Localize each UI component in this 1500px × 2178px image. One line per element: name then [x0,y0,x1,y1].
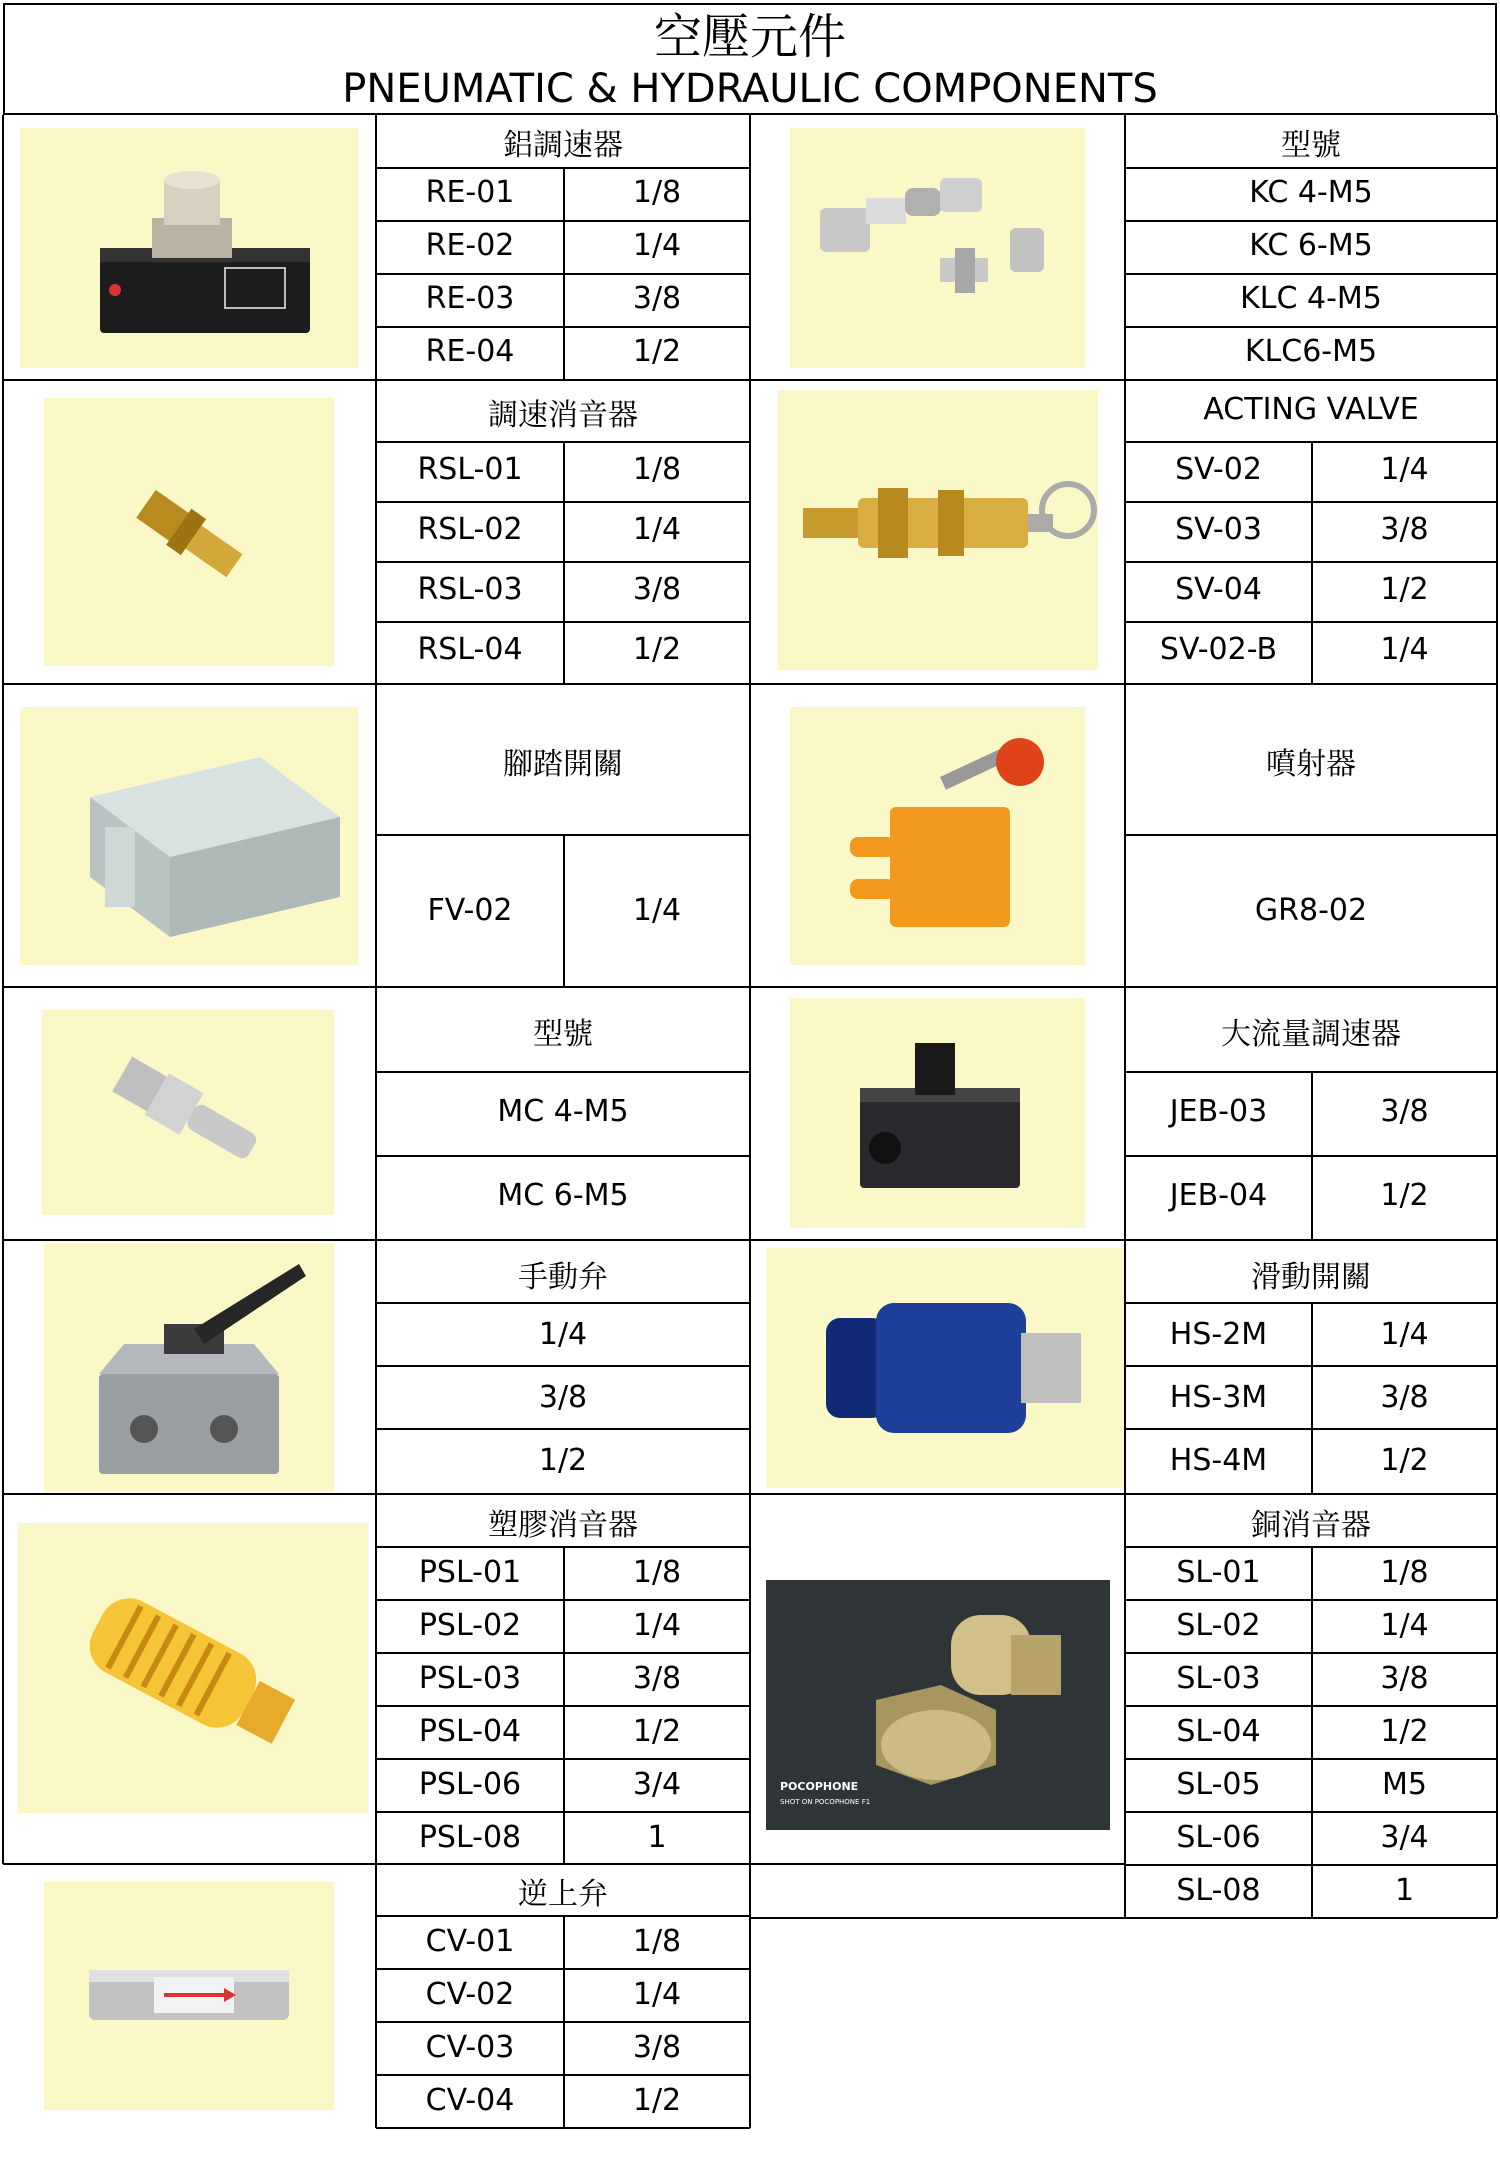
psl-size-1: 1/8 [632,1555,682,1590]
rsl-model-3: RSL-03 [417,572,523,607]
kc-model-4: KLC6-M5 [1244,334,1378,369]
kc-title: 型號 [1281,128,1341,163]
psl-size-3: 3/8 [632,1661,682,1696]
sv-title: ACTING VALVE [1203,392,1419,427]
re-model-4: RE-04 [425,334,515,369]
sv-model-2: SV-03 [1175,512,1262,547]
sl-model-1: SL-01 [1176,1555,1261,1590]
photo-manual-valve [44,1244,334,1492]
sl-title: 銅消音器 [1251,1508,1371,1543]
photo-foot-valve [20,707,358,965]
sv-model-4: SV-02-B [1159,632,1278,667]
cv-model-1: CV-01 [425,1924,515,1959]
re-model-3: RE-03 [425,281,515,316]
cv-model-3: CV-03 [425,2030,515,2065]
photo-slide-valve [766,1248,1124,1488]
sv-size-3: 1/2 [1380,572,1429,607]
psl-model-6: PSL-08 [418,1820,522,1855]
sl-model-3: SL-03 [1176,1661,1261,1696]
photo-rsl-silencer [44,398,334,666]
re-model-1: RE-01 [425,175,515,210]
psl-model-5: PSL-06 [418,1767,522,1802]
title-chinese: 空壓元件 [653,9,846,65]
grid-line [376,1365,750,1367]
psl-size-4: 1/2 [632,1714,682,1749]
photo-brass-silencers [766,1580,1110,1830]
psl-size-2: 1/4 [632,1608,682,1643]
watermark-line2: SHOT ON POCOPHONE F1 [780,1798,871,1806]
mc-title: 型號 [533,1017,593,1052]
kc-model-2: KC 6-M5 [1249,228,1373,263]
grid-line [750,1917,1497,1919]
sl-size-2: 1/4 [1380,1608,1429,1643]
jeb-title: 大流量調速器 [1221,1017,1401,1052]
sl-size-3: 3/8 [1380,1661,1429,1696]
sv-model-3: SV-04 [1175,572,1262,607]
fv-model: FV-02 [427,893,513,928]
grid-line [563,1547,565,1864]
manual-size-1: 1/4 [538,1317,588,1352]
rsl-size-3: 3/8 [632,572,682,607]
sv-size-2: 3/8 [1380,512,1429,547]
grid-line [1125,167,1497,169]
hs-size-3: 1/2 [1380,1443,1429,1478]
sv-model-1: SV-02 [1175,452,1262,487]
grid-line [3,1493,1497,1495]
re-size-4: 1/2 [632,334,682,369]
re-title: 鋁調速器 [503,128,623,163]
title-english: PNEUMATIC & HYDRAULIC COMPONENTS [342,66,1158,112]
gr-title: 噴射器 [1266,747,1356,782]
mc-model-2: MC 6-M5 [497,1178,629,1213]
sl-model-4: SL-04 [1176,1714,1261,1749]
fv-size: 1/4 [632,893,682,928]
mc-model-1: MC 4-M5 [497,1094,629,1129]
grid-line [2,115,4,1864]
hs-title: 滑動開關 [1251,1260,1371,1295]
grid-line [376,1071,750,1073]
hs-size-2: 3/8 [1380,1380,1429,1415]
re-size-3: 3/8 [632,281,682,316]
photo-plastic-silencer [18,1523,368,1813]
psl-model-2: PSL-02 [418,1608,522,1643]
kc-model-3: KLC 4-M5 [1240,281,1382,316]
grid-line [1125,326,1497,328]
photo-check-valve [44,1882,334,2110]
rsl-title: 調速消音器 [488,398,638,433]
cv-title: 逆上弁 [518,1877,608,1912]
rsl-size-4: 1/2 [632,632,682,667]
grid-line [3,683,1497,685]
photo-jeb-controller [790,998,1085,1228]
psl-title: 塑膠消音器 [488,1508,638,1543]
grid-line [376,1155,750,1157]
grid-line [3,986,1497,988]
sl-size-5: M5 [1382,1767,1427,1802]
page-header [3,3,1497,115]
photo-speed-controller [20,128,358,368]
fv-title: 腳踏開關 [503,747,623,782]
sl-model-5: SL-05 [1176,1767,1261,1802]
manual-size-2: 3/8 [538,1380,588,1415]
cv-size-3: 3/8 [632,2030,682,2065]
watermark-line1: POCOPHONE [780,1780,859,1793]
cv-model-4: CV-04 [425,2083,515,2118]
grid-line [3,379,1497,381]
manual-title: 手動弁 [518,1260,608,1295]
sl-size-1: 1/8 [1380,1555,1429,1590]
re-size-2: 1/4 [632,228,682,263]
grid-line [1125,834,1497,836]
sl-model-7: SL-08 [1176,1873,1261,1908]
photo-ejector [790,707,1085,965]
kc-model-1: KC 4-M5 [1249,175,1373,210]
hs-model-1: HS-2M [1169,1317,1268,1352]
grid-line [3,1239,1497,1241]
psl-size-6: 1 [647,1820,667,1855]
manual-size-3: 1/2 [538,1443,588,1478]
grid-line [1125,220,1497,222]
hs-size-1: 1/4 [1380,1317,1429,1352]
rsl-model-2: RSL-02 [417,512,523,547]
sv-size-1: 1/4 [1380,452,1429,487]
photo-mc-fitting [42,1010,334,1215]
rsl-model-4: RSL-04 [417,632,523,667]
gr-model: GR8-02 [1254,893,1368,928]
psl-model-1: PSL-01 [418,1555,522,1590]
rsl-size-1: 1/8 [632,452,682,487]
sl-size-6: 3/4 [1380,1820,1429,1855]
psl-size-5: 3/4 [632,1767,682,1802]
hs-model-3: HS-4M [1169,1443,1268,1478]
photo-safety-valve [778,390,1098,670]
psl-model-4: PSL-04 [418,1714,522,1749]
cv-size-2: 1/4 [632,1977,682,2012]
re-size-1: 1/8 [632,175,682,210]
grid-line [376,1302,750,1304]
hs-model-2: HS-3M [1169,1380,1268,1415]
sl-model-2: SL-02 [1176,1608,1261,1643]
cv-size-1: 1/8 [632,1924,682,1959]
psl-model-3: PSL-03 [418,1661,522,1696]
sv-size-4: 1/4 [1380,632,1429,667]
cv-model-2: CV-02 [425,1977,515,2012]
jeb-size-2: 1/2 [1380,1178,1429,1213]
jeb-size-1: 3/8 [1380,1094,1429,1129]
grid-line [1125,273,1497,275]
sl-size-4: 1/2 [1380,1714,1429,1749]
jeb-model-2: JEB-04 [1169,1178,1268,1213]
re-model-2: RE-02 [425,228,515,263]
jeb-model-1: JEB-03 [1169,1094,1268,1129]
grid-line [376,1428,750,1430]
cv-size-4: 1/2 [632,2083,682,2118]
rsl-model-1: RSL-01 [417,452,523,487]
sl-model-6: SL-06 [1176,1820,1261,1855]
rsl-size-2: 1/4 [632,512,682,547]
photo-kc-fittings [790,128,1085,368]
sl-size-7: 1 [1394,1873,1415,1908]
